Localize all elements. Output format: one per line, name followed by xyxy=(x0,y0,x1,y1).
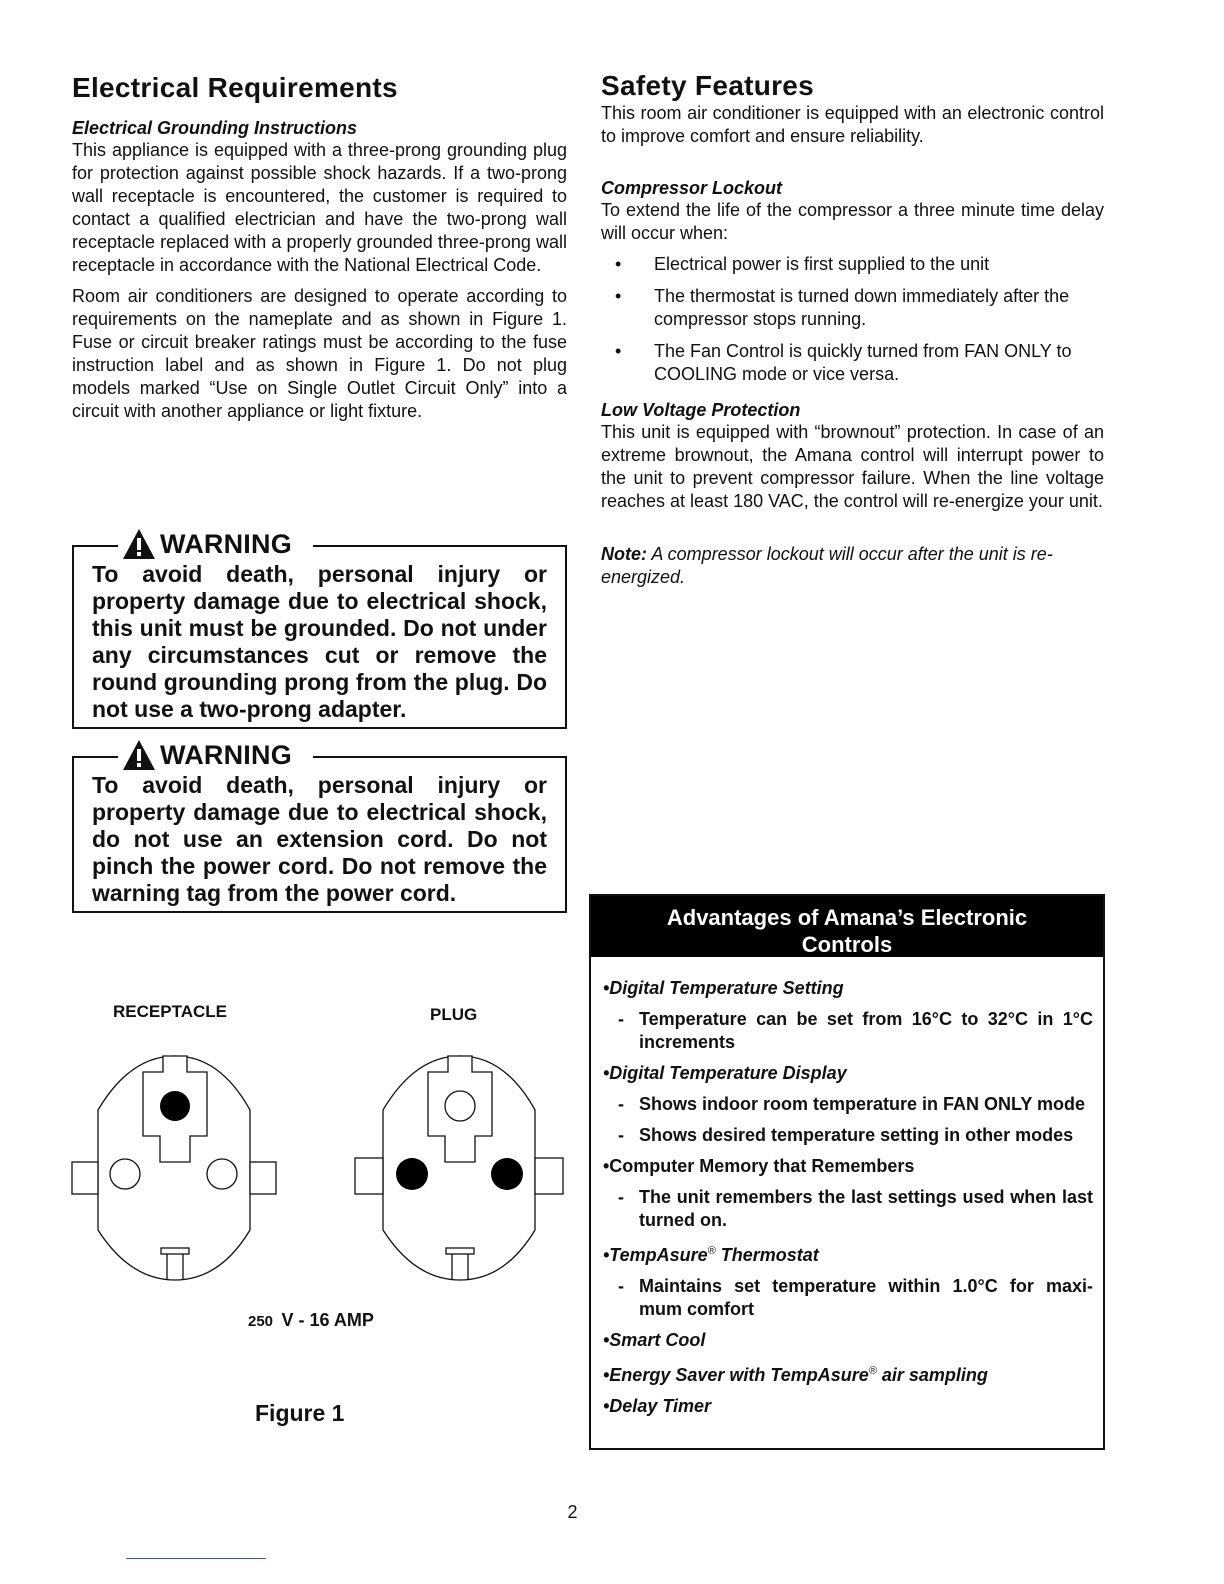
list-subitem xyxy=(603,1275,1093,1321)
low-voltage-text: This unit is equipped with “brownout” protection. In case of an extreme brownout, the Amana control will interrupt power to the unit to prevent compressor failure. When the line voltage reaches at least 180 VAC, the control will re-energize your unit. xyxy=(601,422,1104,511)
subitem-text: Shows indoor room temperature in FAN ONLY mode xyxy=(639,1094,1086,1114)
list-subitem xyxy=(603,1093,1093,1116)
list-item: •Computer Memory that Remembers xyxy=(603,1156,915,1176)
safety-features-section xyxy=(601,70,1104,589)
rating-volts: 250 xyxy=(248,1313,274,1330)
note-label: Note: xyxy=(601,544,647,564)
lockout-conditions-list xyxy=(601,253,1104,386)
list-item xyxy=(603,1240,1093,1266)
list-item: •Digital Temperature Setting xyxy=(603,978,844,998)
rating-label xyxy=(248,1310,374,1331)
list-item: •Delay Timer xyxy=(603,1396,712,1416)
list-item: •Smart Cool xyxy=(603,1330,706,1350)
warning-box-grounding xyxy=(72,529,567,729)
subitem-text: Maintains set temperature within 1.0°C for maxi-mum comfort xyxy=(639,1276,1093,1319)
page-number: 2 xyxy=(567,1502,578,1522)
plug-diagram xyxy=(353,1052,565,1284)
warning-title: WARNING xyxy=(160,740,292,770)
list-item: • The thermostat is turned down immediately after the compressor stops running. xyxy=(601,285,1104,331)
advantages-title xyxy=(591,896,1103,957)
advantages-box xyxy=(589,894,1105,1450)
receptacle-diagram xyxy=(70,1052,280,1284)
list-subitem xyxy=(603,1124,1093,1147)
rating-rest: V - 16 AMP xyxy=(281,1310,374,1330)
grounding-subheading: Electrical Grounding Instructions xyxy=(72,118,358,138)
list-item xyxy=(603,1360,1093,1386)
receptacle-label: RECEPTACLE xyxy=(113,1002,227,1021)
electrical-requirements-section xyxy=(72,70,567,431)
registered-mark: ® xyxy=(707,1245,716,1257)
dash: - xyxy=(618,1276,624,1296)
section-title: Safety Features xyxy=(601,70,815,101)
figure-caption: Figure 1 xyxy=(255,1400,345,1426)
advantages-title-line1: Advantages of Amana’s Electronic xyxy=(666,905,1028,930)
ratings-paragraph: Room air conditioners are designed to operate according to requirements on the nameplate and as shown in Figure 1. Fuse or circuit breaker ratings must be according to the fuse instruction label and as shown in Figure 1. Do not plug models marked “Use on Single Outlet Circuit Only” into a circuit with another appliance or light fixture. xyxy=(72,286,567,421)
section-title: Electrical Requirements xyxy=(72,72,398,103)
note xyxy=(601,543,1104,589)
note-text: A compressor lockout will occur after the unit is re-energized. xyxy=(601,544,1053,587)
dash: - xyxy=(618,1187,624,1207)
list-item: • Electrical power is first supplied to the unit xyxy=(601,253,1104,276)
warning-text: To avoid death, personal injury or property damage due to electrical shock, do not use an extension cord. Do not pinch the power cord. Do not remove the warning tag from the power cord. xyxy=(92,772,547,906)
list-subitem xyxy=(603,1008,1093,1054)
list-item: •Digital Temperature Display xyxy=(603,1063,847,1083)
grounding-paragraph: This appliance is equipped with a three-prong grounding plug for protection against possible shock hazards. If a two-prong wall receptacle is encountered, the customer is required to contact a qualified electrician and have the two-prong wall receptacle replaced with a properly grounded three-prong wall receptacle in accordance with the National Electrical Code. xyxy=(72,140,567,275)
registered-mark: ® xyxy=(868,1365,877,1377)
subitem-text: Temperature can be set from 16°C to 32°C in 1°C increments xyxy=(639,1009,1093,1052)
item-text: •TempAsure xyxy=(603,1245,708,1265)
warning-title: WARNING xyxy=(160,529,292,559)
list-item: • The Fan Control is quickly turned from FAN ONLY to COOLING mode or vice versa. xyxy=(601,340,1104,386)
warning-text: To avoid death, personal injury or property damage due to electrical shock, this unit must be grounded. Do not under any circumstances cut or remove the round grounding prong from the plug. Do not use a two-prong adapter. xyxy=(92,561,547,722)
compressor-lockout-heading: Compressor Lockout xyxy=(601,178,783,198)
dash: - xyxy=(618,1009,624,1029)
list-subitem xyxy=(603,1186,1093,1232)
dash: - xyxy=(618,1094,624,1114)
warning-box-extension-cord xyxy=(72,740,567,913)
item-text: Thermostat xyxy=(715,1245,819,1265)
advantages-title-line2: Controls xyxy=(801,932,893,957)
subitem-text: The unit remembers the last settings used when last turned on. xyxy=(639,1187,1093,1230)
warning-triangle-icon xyxy=(122,528,156,560)
item-text: •Energy Saver with TempAsure xyxy=(603,1365,869,1385)
warning-triangle-icon xyxy=(122,739,156,771)
subitem-text: Shows desired temperature setting in other modes xyxy=(639,1125,1074,1145)
compressor-lockout-text: To extend the life of the compressor a three minute time delay will occur when: xyxy=(601,200,1104,243)
plug-label: PLUG xyxy=(430,1005,478,1024)
footer-rule xyxy=(126,1558,266,1559)
item-text: air sampling xyxy=(876,1365,988,1385)
safety-intro: This room air conditioner is equipped with an electronic control to improve comfort and ensure reliability. xyxy=(601,103,1104,146)
dash: - xyxy=(618,1125,624,1145)
low-voltage-heading: Low Voltage Protection xyxy=(601,400,801,420)
advantages-list xyxy=(591,957,1103,1417)
